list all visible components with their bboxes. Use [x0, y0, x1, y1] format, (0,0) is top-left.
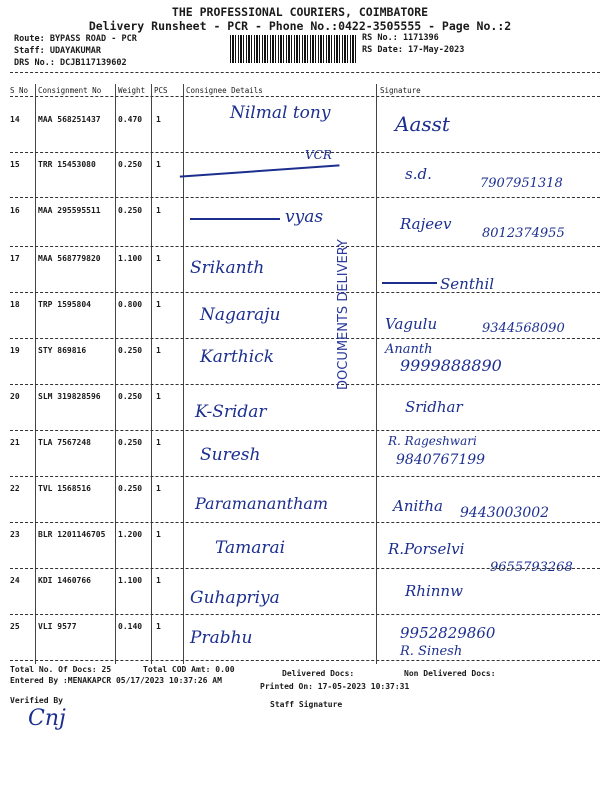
- column-divider: [151, 84, 152, 664]
- non-delivered-docs: Non Delivered Docs:: [404, 669, 496, 678]
- row-divider: [10, 476, 600, 477]
- row-weight: 0.250: [118, 438, 143, 447]
- row-consignee: Guhapriya: [190, 588, 280, 608]
- row-signature: R. Rageshwari: [388, 434, 477, 448]
- col-signature: Signature: [380, 86, 421, 95]
- row-weight: 0.470: [118, 115, 143, 124]
- row-consignment: MAA 568251437: [38, 115, 101, 124]
- row-signature: Senthil: [440, 275, 495, 293]
- row-pcs: 1: [156, 160, 161, 169]
- row-sno: 23: [10, 530, 20, 539]
- row-consignee: Paramanantham: [195, 494, 329, 513]
- row-pcs: 1: [156, 206, 161, 215]
- row-pcs: 1: [156, 346, 161, 355]
- row-sno: 15: [10, 160, 20, 169]
- row-pcs: 1: [156, 300, 161, 309]
- header-bottom-divider: [10, 96, 600, 97]
- col-sno: S No: [10, 86, 29, 95]
- printed-on: Printed On: 17-05-2023 10:37:31: [260, 682, 410, 691]
- row-divider: [10, 384, 600, 385]
- row-weight: 0.250: [118, 160, 143, 169]
- row-divider: [10, 568, 600, 569]
- row-pcs: 1: [156, 115, 161, 124]
- row-divider: [10, 614, 600, 615]
- row-weight: 1.200: [118, 530, 143, 539]
- row-weight: 0.250: [118, 346, 143, 355]
- total-docs: Total No. Of Docs: 25: [10, 665, 112, 674]
- row-weight: 1.100: [118, 254, 143, 263]
- row-consignee: Karthick: [200, 347, 275, 367]
- row-phone: 7907951318: [480, 176, 563, 191]
- drs-number: DRS No.: DCJB117139602: [14, 58, 127, 68]
- scribble-strike: [180, 164, 340, 187]
- row-pcs: 1: [156, 622, 161, 631]
- scribble-strike: [190, 218, 280, 226]
- runsheet-subtitle: Delivery Runsheet - PCR - Phone No.:0422-3505555 - Page No.:2: [88, 19, 512, 33]
- row-pcs: 1: [156, 530, 161, 539]
- row-divider: [10, 522, 600, 523]
- row-consignee: Nilmal tony: [230, 103, 331, 123]
- col-pcs: PCS: [154, 86, 168, 95]
- row-consignment: STY 869816: [38, 346, 87, 355]
- row-sno: 18: [10, 300, 20, 309]
- route-label: Route: BYPASS ROAD - PCR: [14, 34, 137, 44]
- column-divider: [115, 84, 116, 664]
- staff-label: Staff: UDAYAKUMAR: [14, 46, 101, 56]
- row-signature: Anitha: [393, 497, 443, 515]
- entered-by: Entered By :MENAKAPCR 05/17/2023 10:37:26 AM: [10, 676, 222, 685]
- row-consignment: MAA 295595511: [38, 206, 101, 215]
- row-signature: Ananth: [385, 342, 433, 357]
- row-sno: 17: [10, 254, 20, 263]
- row-consignee: Nagaraju: [200, 305, 281, 325]
- row-sno: 19: [10, 346, 20, 355]
- row-divider: [10, 197, 600, 198]
- column-divider: [183, 84, 184, 664]
- column-divider: [35, 84, 36, 664]
- row-sno: 14: [10, 115, 20, 124]
- row-consignment: KDI 1460766: [38, 576, 91, 585]
- barcode-image: [230, 35, 356, 63]
- header-top-divider: [10, 72, 600, 73]
- row-consignment: TVL 1568516: [38, 484, 91, 493]
- row-consignment: MAA 568779820: [38, 254, 101, 263]
- row-weight: 0.250: [118, 392, 143, 401]
- rs-number: RS No.: 1171396: [362, 33, 439, 43]
- row-signature: Rhinnw: [405, 582, 463, 600]
- row-phone: 9655793268: [490, 560, 573, 575]
- row-weight: 0.800: [118, 300, 143, 309]
- verified-by-label: Verified By: [10, 696, 63, 705]
- row-consignment: BLR 1201146705: [38, 530, 106, 539]
- row-weight: 0.140: [118, 622, 143, 631]
- row-signature: R.Porselvi: [388, 540, 465, 558]
- row-signature: Sridhar: [405, 398, 463, 416]
- row-consignee: Tamarai: [215, 538, 286, 558]
- row-weight: 0.250: [118, 484, 143, 493]
- row-consignee: Srikanth: [190, 258, 265, 278]
- row-sno: 21: [10, 438, 20, 447]
- row-pcs: 1: [156, 484, 161, 493]
- column-divider: [376, 84, 377, 664]
- rs-date: RS Date: 17-May-2023: [362, 45, 465, 55]
- row-consignee: vyas: [285, 207, 324, 227]
- row-phone: 9952829860: [400, 624, 496, 642]
- row-consignment: VLI 9577: [38, 622, 77, 631]
- row-signature: R. Sinesh: [400, 644, 463, 659]
- staff-signature-label: Staff Signature: [270, 700, 343, 709]
- signature-scribble: [382, 282, 437, 290]
- documents-delivery-stamp: DOCUMENTS DELIVERY: [336, 239, 351, 390]
- total-cod: Total COD Amt: 0.00: [143, 665, 235, 674]
- row-sno: 20: [10, 392, 20, 401]
- row-divider: [10, 338, 600, 339]
- row-pcs: 1: [156, 392, 161, 401]
- row-divider: [10, 430, 600, 431]
- row-phone: 9443003002: [460, 505, 550, 521]
- row-phone: 9840767199: [396, 452, 486, 468]
- row-consignee: VCR: [305, 148, 332, 162]
- row-consignment: TRP 1595804: [38, 300, 91, 309]
- row-consignee: K-Sridar: [195, 402, 267, 422]
- delivered-docs: Delivered Docs:: [282, 669, 355, 678]
- col-weight: Weight: [118, 86, 146, 95]
- row-divider: [10, 292, 600, 293]
- row-weight: 1.100: [118, 576, 143, 585]
- row-weight: 0.250: [118, 206, 143, 215]
- row-signature: s.d.: [405, 165, 432, 183]
- row-consignee: Prabhu: [190, 628, 253, 648]
- row-phone: 9344568090: [482, 321, 565, 336]
- row-consignment: SLM 319828596: [38, 392, 101, 401]
- row-sno: 22: [10, 484, 20, 493]
- row-signature: Rajeev: [400, 215, 452, 233]
- col-consignment: Consignment No: [38, 86, 102, 95]
- company-title: THE PROFESSIONAL COURIERS, COIMBATORE: [171, 5, 429, 19]
- row-consignee: Suresh: [200, 445, 261, 465]
- verified-by-signature: Cnj: [28, 706, 66, 731]
- row-signature: Aasst: [395, 112, 450, 136]
- row-pcs: 1: [156, 576, 161, 585]
- row-divider: [10, 660, 600, 661]
- row-pcs: 1: [156, 254, 161, 263]
- row-pcs: 1: [156, 438, 161, 447]
- row-phone: 9999888890: [400, 356, 502, 375]
- row-sno: 16: [10, 206, 20, 215]
- row-consignment: TLA 7567248: [38, 438, 91, 447]
- row-signature: Vagulu: [385, 315, 438, 333]
- row-sno: 24: [10, 576, 20, 585]
- row-phone: 8012374955: [482, 226, 565, 241]
- col-consignee: Consignee Details: [186, 86, 263, 95]
- row-consignment: TRR 15453080: [38, 160, 96, 169]
- row-divider: [10, 246, 600, 247]
- row-sno: 25: [10, 622, 20, 631]
